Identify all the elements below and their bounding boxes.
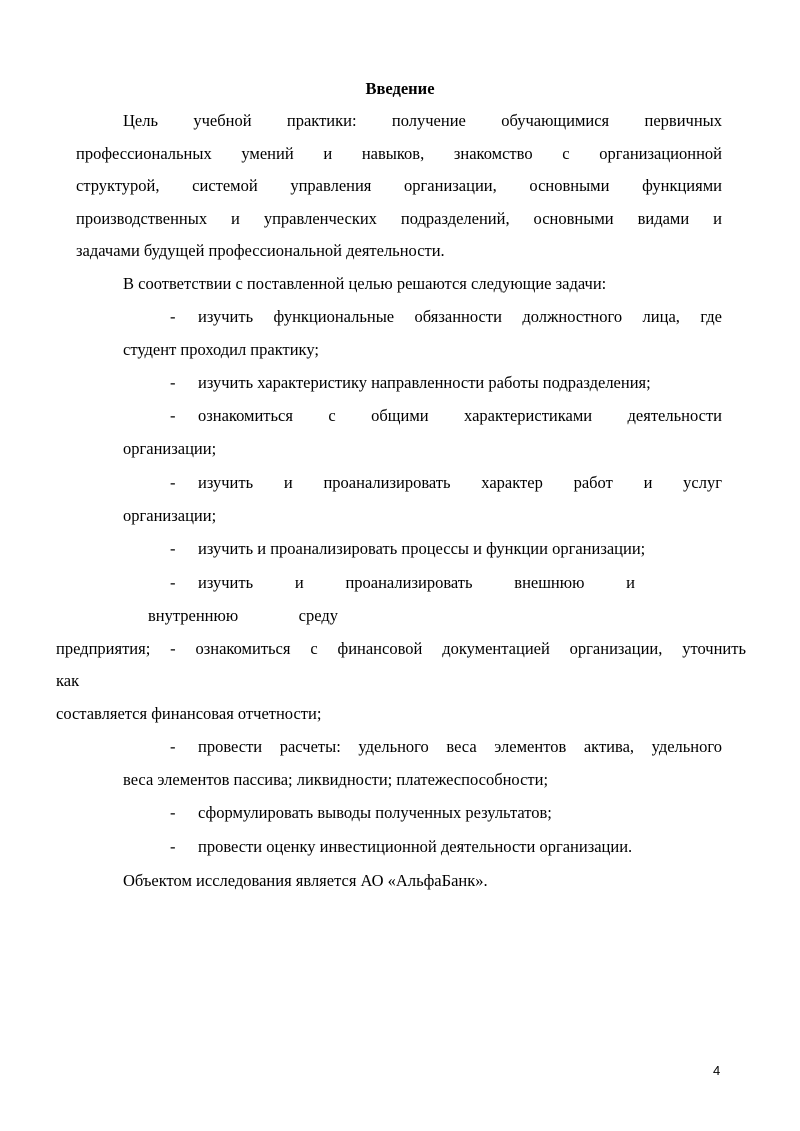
- section-title: Введение: [365, 79, 435, 98]
- list-item: изучить и проанализировать характер работ и услуг: [198, 473, 722, 492]
- list-item-continuation: внутреннюю среду: [148, 606, 338, 625]
- list-dash: -: [170, 837, 176, 856]
- list-item-continuation: организации;: [123, 439, 217, 458]
- list-dash: -: [170, 573, 176, 592]
- list-item: изучить функциональные обязанности должностного лица, где: [198, 307, 722, 326]
- paragraph-line: как: [56, 671, 80, 690]
- list-item-continuation: веса элементов пассива; ликвидности; платежеспособности;: [123, 770, 549, 789]
- paragraph-line: производственных и управленческих подразделений, основными видами и: [76, 209, 722, 228]
- paragraph-line: составляется финансовая отчетности;: [56, 704, 322, 723]
- page-number: 4: [713, 1063, 721, 1078]
- list-dash: -: [170, 307, 176, 326]
- list-item-continuation: организации;: [123, 506, 217, 525]
- list-item: ознакомиться с общими характеристиками деятельности: [198, 406, 722, 425]
- paragraph-line: структурой, системой управления организации, основными функциями: [76, 176, 722, 195]
- list-dash: -: [170, 539, 176, 558]
- list-item: провести оценку инвестиционной деятельности организации.: [198, 837, 633, 856]
- list-item-continuation: студент проходил практику;: [123, 340, 319, 359]
- list-dash: -: [170, 803, 176, 822]
- list-item: изучить и проанализировать процессы и функции организации;: [198, 539, 646, 558]
- list-dash: -: [170, 737, 176, 756]
- list-item: изучить характеристику направленности работы подразделения;: [198, 373, 651, 392]
- list-item: провести расчеты: удельного веса элементов актива, удельного: [198, 737, 722, 756]
- paragraph-line: Цель учебной практики: получение обучающимися первичных: [123, 111, 722, 130]
- list-dash: -: [170, 373, 176, 392]
- paragraph-line: предприятия; - ознакомиться с финансовой документацией организации, уточнить: [56, 639, 746, 658]
- paragraph-line: профессиональных умений и навыков, знакомство с организационной: [76, 144, 722, 163]
- list-item: изучить и проанализировать внешнюю и: [198, 573, 635, 592]
- paragraph-line: Объектом исследования является АО «АльфаБанк».: [123, 871, 488, 890]
- list-dash: -: [170, 473, 176, 492]
- list-item: сформулировать выводы полученных результатов;: [198, 803, 552, 822]
- list-dash: -: [170, 406, 176, 425]
- paragraph-line: В соответствии с поставленной целью решаются следующие задачи:: [123, 274, 607, 293]
- paragraph-line: задачами будущей профессиональной деятельности.: [76, 241, 445, 260]
